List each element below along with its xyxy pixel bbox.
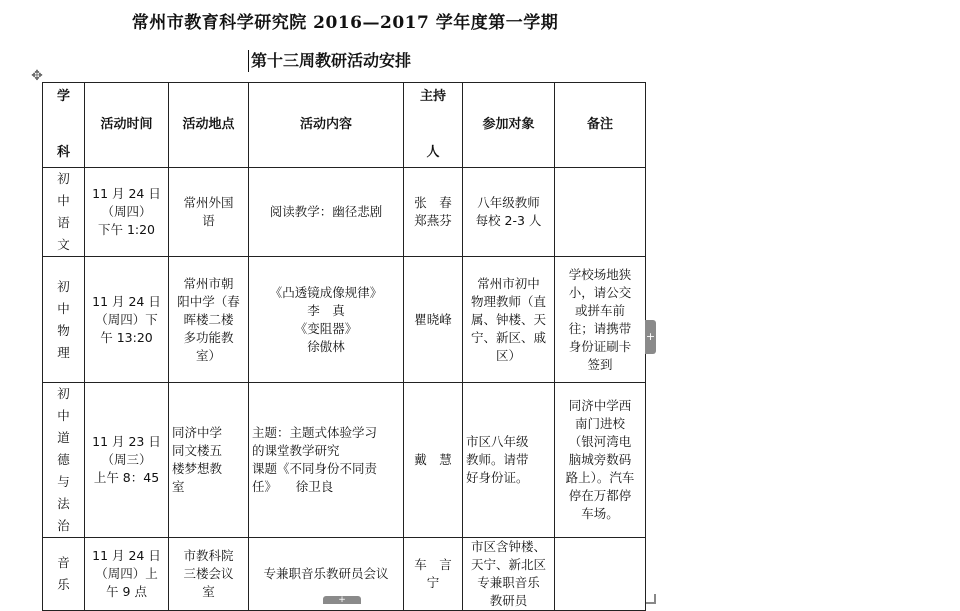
document-subtitle[interactable]: 第十三周教研活动安排 — [248, 50, 411, 72]
table-row — [43, 383, 646, 538]
cell-time[interactable]: 11 月 24 日 （周四）下 午 13:20 — [85, 257, 169, 383]
cell-place[interactable]: 市教科院 三楼会议 室 — [169, 538, 249, 611]
cell-content[interactable]: 专兼职音乐教研员会议 — [249, 538, 404, 611]
cell-audience[interactable]: 常州市初中 物理教师（直 属、钟楼、天 宁、新区、戚 区） — [463, 257, 555, 383]
cell-subject[interactable]: 初 中 物 理 — [43, 257, 85, 383]
cell-host[interactable]: 瞿晓峰 — [404, 257, 463, 383]
cell-remarks[interactable] — [555, 168, 646, 257]
table-row — [43, 257, 646, 383]
cell-time[interactable]: 11 月 24 日 （周四） 下午 1:20 — [85, 168, 169, 257]
header-remarks[interactable]: 备注 — [555, 83, 646, 168]
cell-remarks[interactable]: 同济中学西 南门进校 （银河湾电 脑城旁数码 路上）。汽车 停在万都停 车场。 — [555, 383, 646, 538]
cell-remarks[interactable] — [555, 538, 646, 611]
cell-time[interactable]: 11 月 24 日 （周四）上 午 9 点 — [85, 538, 169, 611]
cell-subject[interactable]: 初 中 语 文 — [43, 168, 85, 257]
cell-place[interactable]: 常州外国 语 — [169, 168, 249, 257]
cell-time[interactable]: 11 月 23 日 （周三） 上午 8：45 — [85, 383, 169, 538]
header-place[interactable]: 活动地点 — [169, 83, 249, 168]
cell-audience[interactable]: 八年级教师 每校 2-3 人 — [463, 168, 555, 257]
cell-audience[interactable]: 市区八年级 教师。请带 好身份证。 — [463, 383, 555, 538]
schedule-table — [42, 82, 646, 611]
add-column-plus-icon[interactable]: + — [645, 320, 656, 354]
table-header-row — [43, 83, 646, 168]
header-content[interactable]: 活动内容 — [249, 83, 404, 168]
cell-subject[interactable]: 音 乐 — [43, 538, 85, 611]
cell-host[interactable]: 戴 慧 — [404, 383, 463, 538]
table-row — [43, 168, 646, 257]
cell-content[interactable]: 《凸透镜成像规律》 李 真 《变阻器》 徐傲林 — [249, 257, 404, 383]
cell-content[interactable]: 主题：主题式体验学习 的课堂教学研究 课题《不同身份不同责 任》 徐卫良 — [249, 383, 404, 538]
cell-audience[interactable]: 市区含钟楼、 天宁、新北区 专兼职音乐 教研员 — [463, 538, 555, 611]
cell-remarks[interactable]: 学校场地狭 小，请公交 或拼车前 往；请携带 身份证刷卡 签到 — [555, 257, 646, 383]
cell-host[interactable]: 车 言 宁 — [404, 538, 463, 611]
cell-content[interactable]: 阅读教学：幽径悲剧 — [249, 168, 404, 257]
header-audience[interactable]: 参加对象 — [463, 83, 555, 168]
header-time[interactable]: 活动时间 — [85, 83, 169, 168]
header-host[interactable]: 主持 人 — [404, 83, 463, 168]
cell-place[interactable]: 同济中学 同文楼五 楼梦想教 室 — [169, 383, 249, 538]
header-subject[interactable]: 学 科 — [43, 83, 85, 168]
cell-place[interactable]: 常州市朝 阳中学（春 晖楼二楼 多功能教 室） — [169, 257, 249, 383]
table-resize-handle-icon[interactable] — [646, 594, 656, 604]
add-row-plus-icon[interactable]: + — [323, 596, 361, 604]
document-title: 常州市教育科学研究院 2016—2017 学年度第一学期 — [131, 13, 559, 33]
cell-host[interactable]: 张 春 郑燕芬 — [404, 168, 463, 257]
table-move-handle-icon[interactable]: ✥ — [31, 68, 43, 84]
cell-subject[interactable]: 初 中 道 德 与 法 治 — [43, 383, 85, 538]
